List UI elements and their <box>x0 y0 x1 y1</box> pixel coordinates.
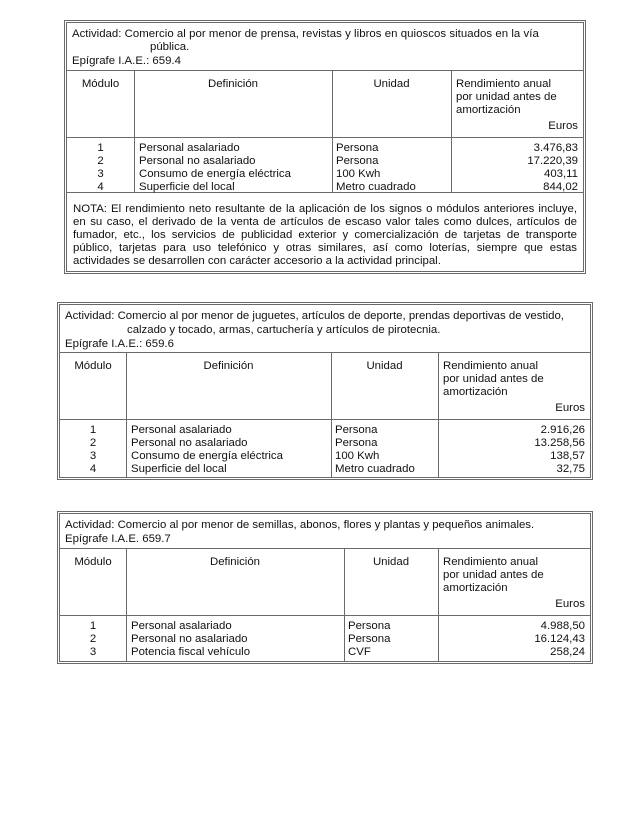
header-rendimiento-1: Rendimiento anual <box>443 360 538 372</box>
header-rendimiento-2: por unidad antes de <box>443 569 544 581</box>
nota-text: NOTA: El rendimiento neto resultante de la aplicación de los signos o módulos anteriores incluye, en su caso, el derivado de la venta de artículos de escaso valor tales como dulces, artículos de fumador, etc., los servicios de publicidad exterior y comercialización de tarjetas de transporte público, tarjetas para uso telefónico y otras similares, así como loterías, siempre que estas actividades se desarrollen con carácter accesorio a la actividad principal. <box>73 203 577 267</box>
header-unidad: Unidad <box>372 556 410 568</box>
header-rendimiento-1: Rendimiento anual <box>456 78 551 90</box>
actividad-text: Actividad: Comercio al por menor de juguetes, artículos de deporte, prendas deportivas de vestido, <box>65 310 564 322</box>
epigrafe-label: Epígrafe I.A.E.: 659.6 <box>65 338 174 350</box>
header-rendimiento-3: amortización <box>456 104 521 116</box>
header-definicion: Definición <box>203 360 254 372</box>
header-euros: Euros <box>555 598 585 610</box>
header-modulo: Módulo <box>81 78 120 90</box>
epigrafe-label: Epígrafe I.A.E.: 659.4 <box>72 55 181 67</box>
header-unidad: Unidad <box>366 360 403 372</box>
actividad-text: Actividad: Comercio al por menor de semillas, abonos, flores y plantas y pequeños animales. <box>65 519 535 531</box>
actividad-text-cont: calzado y tocado, armas, cartuchería y artículos de pirotecnia. <box>127 324 441 336</box>
header-euros: Euros <box>555 402 585 414</box>
header-rendimiento-1: Rendimiento anual <box>443 556 538 568</box>
header-modulo: Módulo <box>74 556 112 568</box>
epigrafe-label: Epígrafe I.A.E. 659.7 <box>65 533 171 545</box>
table-epigrafe-659-4: Actividad: Comercio al por menor de prensa, revistas y libros en quioscos situados en la vía pública. Epígrafe I.A.E.: 659.4 Módulo Definición Unidad Rendimiento anual por unidad antes de amortización Euros 1 Personal asalariado Persona 3.476,83 2 Personal no asalariado Persona 17.220,39 3 Consumo de energía eléctrica 100 Kwh 403,11 4 Superficie del local Metro cuadrado 844,02 NOTA: El rendimiento neto resultante de la aplicación de los signos o módulos anteriores incluye, en su caso, el derivado de la venta de artículos de escaso valor tales como dulces, artículos de fumador, etc., los servicios de publicidad exterior y comercialización de tarjetas de transporte público, tarjetas para uso telefónico y otras similares, así como loterías, siempre que estas actividades se desarrollen con carácter accesorio a la actividad principal. <box>64 20 586 274</box>
header-modulo: Módulo <box>74 360 112 372</box>
header-rendimiento-2: por unidad antes de <box>456 91 557 103</box>
header-rendimiento-2: por unidad antes de <box>443 373 544 385</box>
header-rendimiento-3: amortización <box>443 386 508 398</box>
header-definicion: Definición <box>207 78 259 90</box>
header-unidad: Unidad <box>373 78 410 90</box>
table-epigrafe-659-6: Actividad: Comercio al por menor de juguetes, artículos de deporte, prendas deportivas de vestido, calzado y tocado, armas, cartuchería y artículos de pirotecnia. Epígrafe I.A.E.: 659.6 Módulo Definición Unidad Rendimiento anual por unidad antes de amortización Euros 1 Personal asalariado Persona 2.916,26 2 Personal no asalariado Persona 13.258,56 3 Consumo de energía eléctrica 100 Kwh 138,57 4 Superficie del local Metro cuadrado 32,75 <box>57 302 593 480</box>
header-definicion: Definición <box>209 556 261 568</box>
actividad-text-cont: pública. <box>150 41 190 53</box>
table-epigrafe-659-7: Actividad: Comercio al por menor de semillas, abonos, flores y plantas y pequeños animales. Epígrafe I.A.E. 659.7 Módulo Definición Unidad Rendimiento anual por unidad antes de amortización Euros 1 Personal asalariado Persona 4.988,50 2 Personal no asalariado Persona 16.124,43 3 Potencia fiscal vehículo CVF 258,24 <box>57 511 593 664</box>
header-rendimiento-3: amortización <box>443 582 508 594</box>
actividad-text: Actividad: Comercio al por menor de prensa, revistas y libros en quioscos situados en la vía <box>72 28 539 40</box>
header-euros: Euros <box>548 120 578 132</box>
